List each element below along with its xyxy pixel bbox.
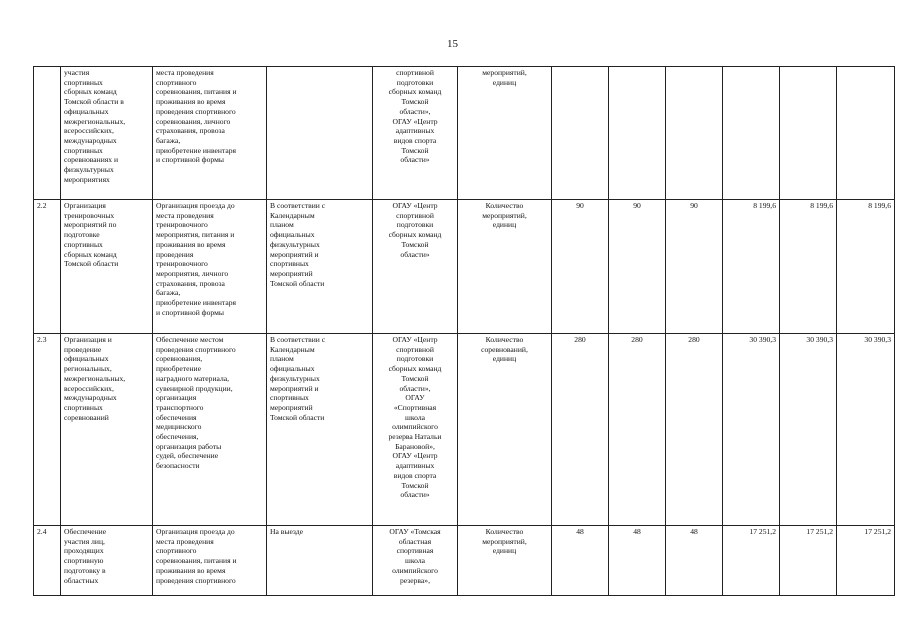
funding-value-3: 17 251,2 (837, 526, 895, 596)
event-executor: спортивной подготовки сборных команд Томской области», ОГАУ «Центр адаптивных видов спорта Томской области» (373, 67, 458, 200)
indicator-value-3 (666, 67, 723, 200)
indicator-value-2: 280 (609, 334, 666, 526)
event-timing: В соответствии с Календарным планом официальных физкультурных мероприятий и спортивных мероприятий Томской области (267, 334, 373, 526)
page-number: 15 (447, 38, 458, 50)
event-timing (267, 67, 373, 200)
event-executor: ОГАУ «Центр спортивной подготовки сборных команд Томской области», ОГАУ «Спортивная школа олимпийского резерва Натальи Барановой», ОГАУ «Центр адаптивных видов спорта Томской области» (373, 334, 458, 526)
funding-value-1: 8 199,6 (723, 200, 780, 334)
event-content: Обеспечение местом проведения спортивного соревнования, приобретение наградного материала, сувенирной продукции, организация транспортного обеспечения медицинского обеспечения, организация работы судей, обеспечение безопасности (153, 334, 267, 526)
row-number: 2.4 (34, 526, 61, 596)
event-name: Организация тренировочных мероприятий по подготовке спортивных сборных команд Томской области (61, 200, 153, 334)
program-table (33, 66, 895, 596)
event-executor: ОГАУ «Томская областная спортивная школа олимпийского резерва», (373, 526, 458, 596)
funding-value-2: 8 199,6 (780, 200, 837, 334)
funding-value-3 (837, 67, 895, 200)
indicator-value-1: 90 (552, 200, 609, 334)
table-row (34, 334, 895, 526)
funding-value-2: 30 390,3 (780, 334, 837, 526)
funding-value-2 (780, 67, 837, 200)
row-number: 2.2 (34, 200, 61, 334)
event-content: Организация проезда до места проведения тренировочного мероприятия, питания и проживания во время проведения тренировочного мероприятия, личного страхования, провоза багажа, приобретение инвентаря и спортивной формы (153, 200, 267, 334)
funding-value-2: 17 251,2 (780, 526, 837, 596)
row-number (34, 67, 61, 200)
event-name: Организация и проведение официальных региональных, межрегиональных, всероссийских, международных спортивных соревнований (61, 334, 153, 526)
event-content: Организация проезда до места проведения спортивного соревнования, питания и проживания во время проведения спортивного (153, 526, 267, 596)
event-name: Обеспечение участия лиц, проходящих спортивную подготовку в областных (61, 526, 153, 596)
event-indicator: мероприятий, единиц (458, 67, 552, 200)
indicator-value-1: 48 (552, 526, 609, 596)
event-name: участия спортивных сборных команд Томской области в официальных межрегиональных, всероссийских, международных спортивных соревнованиях и физкультурных мероприятиях (61, 67, 153, 200)
event-indicator: Количество соревнований, единиц (458, 334, 552, 526)
funding-value-3: 8 199,6 (837, 200, 895, 334)
event-executor: ОГАУ «Центр спортивной подготовки сборных команд Томской области» (373, 200, 458, 334)
indicator-value-2 (609, 67, 666, 200)
funding-value-1: 17 251,2 (723, 526, 780, 596)
event-timing: На выезде (267, 526, 373, 596)
indicator-value-1: 280 (552, 334, 609, 526)
table-row (34, 526, 895, 596)
row-number: 2.3 (34, 334, 61, 526)
funding-value-1: 30 390,3 (723, 334, 780, 526)
indicator-value-1 (552, 67, 609, 200)
table-row (34, 67, 895, 200)
table-row (34, 200, 895, 334)
indicator-value-2: 48 (609, 526, 666, 596)
indicator-value-3: 48 (666, 526, 723, 596)
indicator-value-2: 90 (609, 200, 666, 334)
event-indicator: Количество мероприятий, единиц (458, 200, 552, 334)
indicator-value-3: 90 (666, 200, 723, 334)
event-timing: В соответствии с Календарным планом официальных физкультурных мероприятий и спортивных мероприятий Томской области (267, 200, 373, 334)
funding-value-3: 30 390,3 (837, 334, 895, 526)
event-content: места проведения спортивного соревнования, питания и проживания во время проведения спортивного соревнования, личного страхования, провоза багажа, приобретение инвентаря и спортивной формы (153, 67, 267, 200)
funding-value-1 (723, 67, 780, 200)
indicator-value-3: 280 (666, 334, 723, 526)
event-indicator: Количество мероприятий, единиц (458, 526, 552, 596)
